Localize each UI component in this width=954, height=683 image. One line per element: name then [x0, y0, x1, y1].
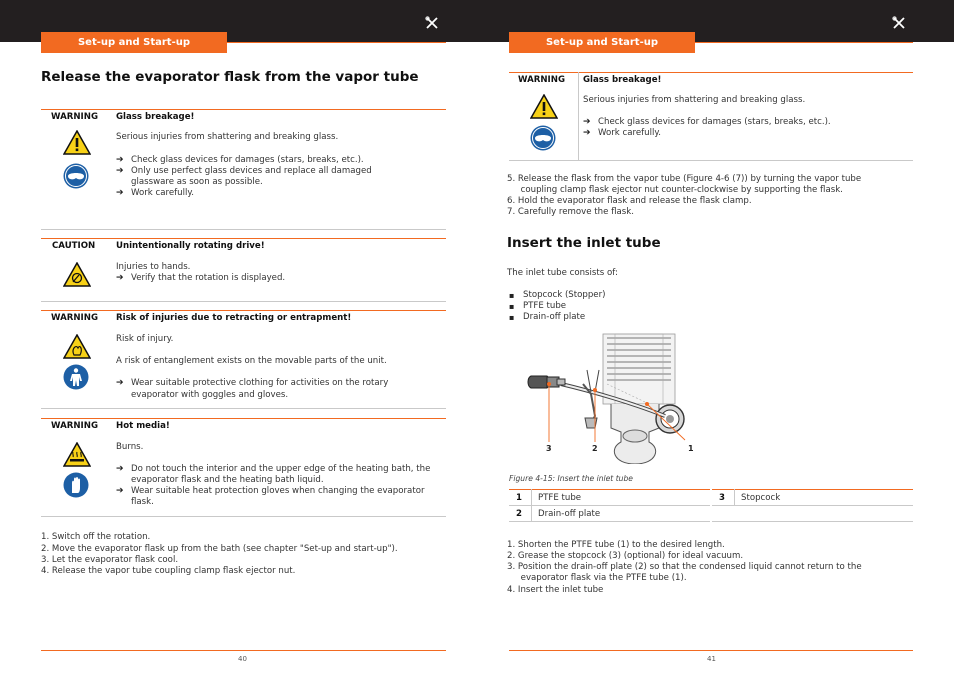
action-item: Wear suitable heat protection gloves when changing the evaporator — [131, 486, 425, 496]
divider — [41, 310, 446, 311]
step-item: evaporator flask via the PTFE tube (1). — [507, 573, 687, 583]
hazard-heading: Glass breakage! — [116, 112, 195, 122]
footer-rule — [509, 650, 913, 651]
table-divider — [734, 489, 735, 505]
bullet-icon: ▪ — [509, 313, 515, 322]
table-divider — [531, 489, 532, 521]
legend-number: 2 — [516, 509, 522, 519]
step-item: 7. Carefully remove the flask. — [507, 207, 634, 217]
divider — [41, 516, 446, 517]
hazard-heading: Unintentionally rotating drive! — [116, 241, 265, 251]
bullet-icon: ▪ — [509, 302, 515, 311]
arrow-icon: ➔ — [116, 486, 124, 496]
page-title: Release the evaporator flask from the vapor tube — [41, 69, 419, 85]
action-item: Check glass devices for damages (stars, breaks, etc.). — [131, 155, 364, 165]
list-item: Drain-off plate — [523, 312, 586, 322]
warning-triangle-icon — [530, 94, 558, 119]
step-item: 1. Shorten the PTFE tube (1) to the desired length. — [507, 540, 725, 550]
arrow-icon: ➔ — [116, 166, 124, 176]
hazard-text: Injuries to hands. — [116, 262, 191, 272]
figure-label: 1 — [688, 444, 694, 453]
arrow-icon: ➔ — [116, 188, 124, 198]
arrow-icon: ➔ — [583, 128, 591, 138]
list-item: Stopcock (Stopper) — [523, 290, 606, 300]
step-item: 5. Release the flask from the vapor tube (Figure 4-6 (7)) by turning the vapor tube — [507, 174, 862, 184]
action-item: Work carefully. — [598, 128, 661, 138]
wear-goggles-icon — [530, 125, 556, 151]
legend-number: 1 — [516, 493, 522, 503]
divider — [41, 418, 446, 419]
action-item: glassware as soon as possible. — [131, 177, 263, 187]
signal-word: WARNING — [51, 112, 98, 122]
arrow-icon: ➔ — [116, 155, 124, 165]
signal-word: CAUTION — [52, 241, 96, 251]
table-rule — [509, 489, 710, 490]
step-item: 3. Position the drain-off plate (2) so that the condensed liquid cannot return to the — [507, 562, 862, 572]
divider — [41, 301, 446, 302]
signal-word: WARNING — [51, 313, 98, 323]
action-item: Do not touch the interior and the upper edge of the heating bath, the — [131, 464, 431, 474]
figure-label: 3 — [546, 444, 552, 453]
action-item: Wear suitable protective clothing for activities on the rotary — [131, 378, 389, 388]
legend-number: 3 — [719, 493, 725, 503]
table-rule — [712, 489, 913, 490]
action-item: Work carefully. — [131, 188, 194, 198]
step-item: 3. Let the evaporator flask cool. — [41, 555, 179, 565]
signal-word: WARNING — [518, 75, 565, 85]
hazard-text: Burns. — [116, 442, 144, 452]
step-item: 2. Move the evaporator flask up from the bath (see chapter "Set-up and start-up"). — [41, 544, 398, 554]
wear-goggles-icon — [63, 163, 89, 189]
arrow-icon: ➔ — [116, 378, 124, 388]
hazard-text: Serious injuries from shattering and breaking glass. — [116, 132, 339, 142]
step-item: 4. Insert the inlet tube — [507, 585, 604, 595]
step-item: 4. Release the vapor tube coupling clamp flask ejector nut. — [41, 566, 296, 576]
inlet-tube-figure — [525, 332, 705, 464]
legend-label: Stopcock — [741, 493, 781, 503]
hazard-heading: Hot media! — [116, 421, 170, 431]
figure-label: 2 — [592, 444, 598, 453]
action-item: flask. — [131, 497, 154, 507]
divider — [509, 160, 913, 161]
tools-icon — [425, 16, 439, 30]
action-item: Only use perfect glass devices and replace all damaged — [131, 166, 372, 176]
table-rule — [509, 521, 710, 522]
step-item: 6. Hold the evaporator flask and release the flask clamp. — [507, 196, 752, 206]
step-item: coupling clamp flask ejector nut counter-clockwise by supporting the flask. — [507, 185, 843, 195]
page-number: 40 — [238, 655, 247, 663]
hot-surface-warning-icon — [63, 442, 91, 467]
divider — [41, 408, 446, 409]
footer-rule — [41, 650, 446, 651]
list-item: PTFE tube — [523, 301, 567, 311]
table-rule — [712, 521, 913, 522]
bullet-icon: ▪ — [509, 291, 515, 300]
table-rule — [509, 505, 710, 506]
action-item: Check glass devices for damages (stars, breaks, etc.). — [598, 117, 831, 127]
divider — [41, 109, 446, 110]
step-item: 2. Grease the stopcock (3) (optional) for ideal vacuum. — [507, 551, 744, 561]
intro-text: The inlet tube consists of: — [507, 268, 618, 278]
signal-word: WARNING — [51, 421, 98, 431]
page-number: 41 — [707, 655, 716, 663]
hazard-text: Serious injuries from shattering and breaking glass. — [583, 95, 806, 105]
action-item: evaporator flask and the heating bath liquid. — [131, 475, 324, 485]
divider — [41, 229, 446, 230]
section-tab: Set-up and Start-up — [41, 32, 227, 53]
hazard-text: Risk of injury. — [116, 334, 174, 344]
section-title: Insert the inlet tube — [507, 235, 661, 251]
step-item: 1. Switch off the rotation. — [41, 532, 151, 542]
arrow-icon: ➔ — [116, 464, 124, 474]
hazard-heading: Risk of injuries due to retracting or entrapment! — [116, 313, 352, 323]
arrow-icon: ➔ — [116, 273, 124, 283]
rotating-hand-warning-icon — [63, 262, 91, 287]
legend-label: PTFE tube — [538, 493, 582, 503]
figure-caption: Figure 4-15: Insert the inlet tube — [509, 474, 633, 483]
action-item: Verify that the rotation is displayed. — [131, 273, 286, 283]
table-rule — [712, 505, 913, 506]
arrow-icon: ➔ — [583, 117, 591, 127]
tools-icon — [892, 16, 906, 30]
action-item: evaporator with goggles and gloves. — [131, 390, 289, 400]
column-divider — [578, 72, 579, 160]
legend-label: Drain-off plate — [538, 509, 601, 519]
protective-clothing-icon — [63, 364, 89, 390]
entrapment-warning-icon — [63, 334, 91, 359]
hazard-heading: Glass breakage! — [583, 75, 662, 85]
wear-gloves-icon — [63, 472, 89, 498]
section-tab: Set-up and Start-up — [509, 32, 695, 53]
divider — [509, 72, 913, 73]
hazard-text: A risk of entanglement exists on the movable parts of the unit. — [116, 356, 387, 366]
warning-triangle-icon — [63, 130, 91, 155]
divider — [41, 238, 446, 239]
